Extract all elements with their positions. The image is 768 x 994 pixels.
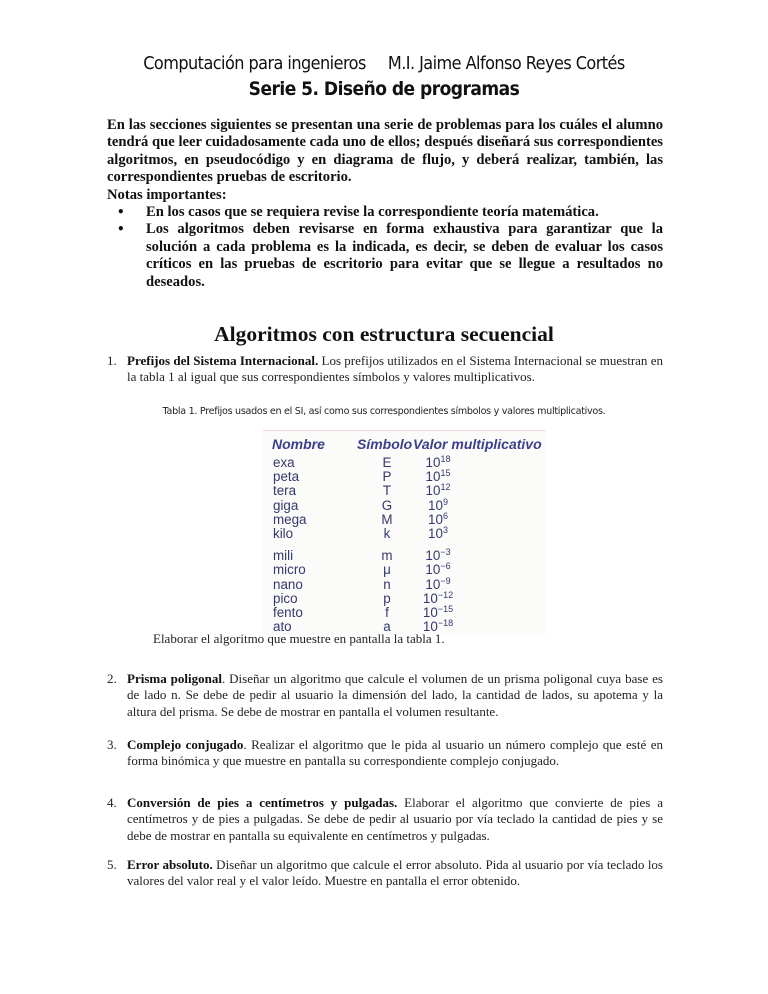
table-row (263, 496, 546, 513)
note-item: • Los algoritmos deben revisarse en forma exhaustiva para garantizar que la solución a cada problema es la indicada, es decir, se deben de evaluar los casos críticos en las pruebas de escritorio para evitar que se llegue a resultados no deseados. (117, 221, 663, 290)
prefix-name: exa (273, 455, 295, 470)
prefix-name: fento (273, 605, 303, 620)
problem-title: Prefijos del Sistema Internacional. (127, 353, 319, 368)
prefix-symbol: μ (383, 562, 391, 578)
table-header-value: Valor multiplicativo (413, 436, 542, 452)
bullet-icon: • (117, 205, 125, 220)
instructor-name: M.I. Jaime Alfonso Reyes Cortés (387, 54, 625, 74)
prefix-symbol: T (382, 483, 392, 499)
prefix-value: $10^9$ (428, 496, 448, 513)
problem-text: . Realizar el algoritmo que le pida al usuario un número complejo que esté en forma binómica y que muestre en pantalla su correspondiente complejo conjugado. (127, 737, 663, 769)
prefix-symbol: M (381, 511, 393, 527)
prefix-symbol: p (383, 590, 391, 606)
table-row (263, 470, 546, 484)
prefix-value: $10^{-6}$ (425, 561, 451, 578)
prefix-value: $10^{12}$ (425, 482, 451, 499)
problem-title: Prisma poligonal (127, 671, 222, 686)
prefix-value: $10^{-12}$ (422, 589, 454, 606)
prefix-value: $10^{-3}$ (425, 547, 451, 564)
problem-follow-up: Elaborar el algoritmo que muestre en pantalla la tabla 1. (153, 631, 445, 646)
prefix-value: $10^{15}$ (425, 468, 451, 485)
table-row (263, 575, 546, 592)
prefix-symbol: a (383, 619, 391, 635)
prefix-value: $10^{-15}$ (422, 604, 454, 620)
prefix-name: kilo (273, 526, 294, 541)
course-name: Computación para ingenieros (143, 54, 366, 74)
prefix-name: peta (273, 469, 300, 485)
problem-item (107, 857, 663, 890)
prefix-name: pico (273, 590, 298, 606)
table-row (263, 589, 546, 606)
prefix-symbol: k (383, 526, 391, 541)
intro-section (107, 117, 663, 291)
table-row (263, 510, 546, 527)
problem-number: 2. (107, 671, 117, 686)
prefix-value: $10^{18}$ (425, 454, 451, 470)
table-row (263, 563, 546, 577)
problem-number: 4. (107, 795, 117, 810)
table-caption: Tabla 1. Prefijos usados en el SI, así como sus correspondientes símbolos y valores multiplicativos. (162, 406, 606, 417)
note-item: • En los casos que se requiera revise la correspondiente teoría matemática. (117, 204, 599, 221)
prefix-name: mili (273, 548, 294, 564)
page-title: Serie 5. Diseño de programas (248, 78, 520, 100)
prefix-symbol: G (381, 497, 393, 513)
bullet-icon: • (117, 222, 125, 237)
problem-text: Elaborar el algoritmo que convierte de pies a centímetros y de pies a pulgadas. Se debe de pedir al usuario por vía teclado la cantidad de pies y se debe de mostrar en pantalla su equivalente en centímetros y pulgadas. (127, 795, 664, 843)
prefix-value: $10^6$ (428, 510, 448, 527)
problem-item (107, 671, 663, 720)
prefix-name: giga (273, 497, 299, 513)
table-row (263, 606, 546, 620)
table-header-name: Nombre (272, 436, 325, 452)
table-row (263, 527, 546, 541)
problem-text: . Diseñar un algoritmo que calcule el volumen de un prisma poligonal cuya base es de lado n. Se debe de pedir al usuario la dimensión del lado, la cantidad de lados, su apotema y la altura del prisma. Se debe de mostrar en pantalla el volumen resultante. (127, 671, 663, 719)
intro-paragraph: En las secciones siguientes se presentan una serie de problemas para los cuáles el alumno tendrá que leer cuidadosamente cada uno de ellos; después diseñará sus correspondientes algoritmos, en pseudocódigo y en diagrama de flujo, y deberá realizar, también, las correspondientes pruebas de escritorio. (107, 117, 663, 186)
problem-number: 5. (107, 857, 117, 872)
prefix-name: nano (273, 576, 303, 592)
prefix-value: $10^{-18}$ (422, 618, 454, 635)
problem-item (107, 737, 663, 770)
table-row (263, 456, 546, 470)
prefix-symbol: E (382, 455, 392, 470)
si-prefix-table (263, 430, 546, 635)
table-row (263, 484, 546, 498)
prefix-name: ato (273, 619, 292, 635)
table-row (263, 549, 546, 563)
table-header-symbol: Símbolo (357, 436, 413, 452)
notes-list (107, 204, 663, 291)
prefix-name: micro (273, 562, 306, 578)
problem-item (107, 795, 663, 844)
problem-title: Complejo conjugado (127, 737, 244, 752)
prefix-symbol: m (381, 548, 393, 564)
section-title: Algoritmos con estructura secuencial (214, 322, 554, 346)
problem-text: Diseñar un algoritmo que calcule el error absoluto. Pida al usuario por vía teclado los valores del valor real y el valor leído. Muestre en pantalla el error obtenido. (127, 857, 663, 889)
problem-text: Los prefijos utilizados en el Sistema Internacional se muestran en la tabla 1 al igual que sus correspondientes símbolos y valores multiplicativos. (127, 353, 663, 385)
problem-number: 1. (107, 353, 117, 368)
prefix-symbol: n (383, 576, 391, 592)
prefix-value: $10^3$ (428, 525, 448, 541)
problem-title: Conversión de pies a centímetros y pulgadas. (127, 795, 398, 810)
notes-title: Notas importantes: (107, 186, 227, 203)
problem-title: Error absoluto. (127, 857, 213, 872)
prefix-symbol: f (385, 605, 389, 620)
prefix-name: tera (273, 483, 297, 499)
problem-number: 3. (107, 737, 117, 752)
prefix-name: mega (273, 511, 307, 527)
page-header (31, 54, 738, 74)
prefix-value: $10^{-9}$ (425, 575, 451, 592)
prefix-symbol: P (382, 469, 392, 485)
problem-item (107, 353, 663, 386)
